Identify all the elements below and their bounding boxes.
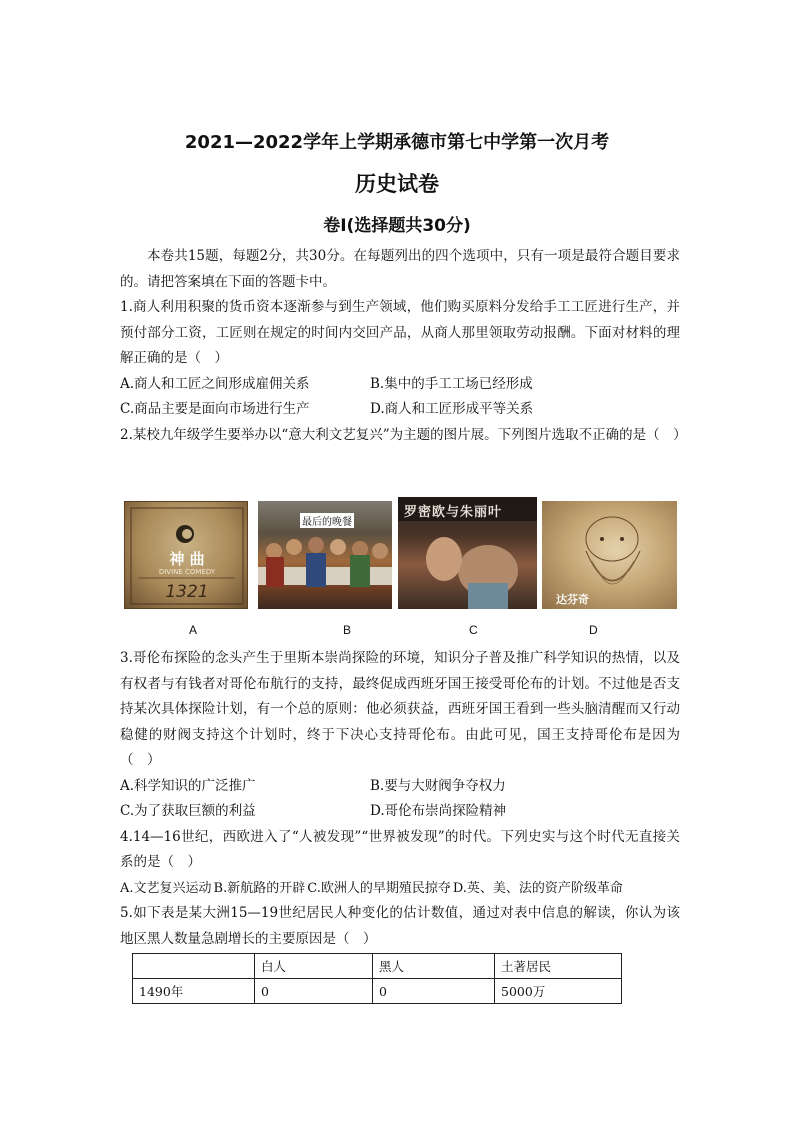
table-header-row [133,954,622,979]
picture-a-subtitle: DIVINE COMEDY [158,568,216,576]
picture-a-title: 神 曲 [169,550,205,568]
q1-option-b: B.集中的手工工场已经形成 [370,375,533,392]
caption-d: D [589,623,598,637]
q5-population-table [132,953,622,1004]
caption-b: B [343,623,352,637]
q4-options [120,876,680,902]
table-cell: 5000万 [495,979,622,1004]
q3-option-a: A.科学知识的广泛推广 [120,777,256,794]
q3-option-b: B.要与大财阀争夺权力 [370,777,506,794]
q1-stem: 1.商人利用积聚的货币资本逐渐参与到生产领域，他们购买原料分发给手工工匠进行生产，并预付部分工资，工匠则在规定的时间内交回产品，从商人那里领取劳动报酬。下面对材料的理解正确的是（ ） [120,299,680,366]
table-header-cell: 土著居民 [495,954,622,979]
subject-title: 历史试卷 [355,172,439,196]
q2-pictures [124,497,680,613]
caption-c: C [469,623,478,637]
picture-c-romeo-juliet [398,497,537,609]
q3-option-c: C.为了获取巨额的利益 [120,803,256,819]
table-header-cell: 黑人 [373,954,495,979]
q4-stem: 4.14—16世纪，西欧进入了“人被发现”“世界被发现”的时代。下列史实与这个时代无直接关系的是（ ） [120,828,680,870]
section-title: 卷Ⅰ(选择题共30分) [323,216,471,236]
picture-a-divine-comedy-cover [124,501,248,609]
intro-block [120,244,687,448]
exam-title: 2021—2022学年上学期承德市第七中学第一次月考 [184,132,610,153]
table-row [133,979,622,1004]
table-header-cell: 白人 [255,954,373,979]
q2-picture-captions [0,623,794,643]
q1-option-a: A.商人和工匠之间形成雇佣关系 [120,375,310,392]
picture-b-title: 最后的晚餐 [300,513,354,528]
picture-d-da-vinci [542,501,677,609]
q4-option-d: D.英、美、法的资产阶级革命 [452,880,623,896]
table-cell: 0 [255,979,373,1004]
intro-text: 本卷共15题，每题2分，共30分。在每题列出的四个选项中，只有一项是最符合题目要求的。请把答案填在下面的答题卡中。 [120,248,680,290]
q5-stem: 5.如下表是某大洲15—19世纪居民人种变化的估计数值，通过对表中信息的解读，你认为该地区黑人数量急剧增长的主要原因是（ ） [120,905,680,947]
q3-option-d: D.哥伦布崇尚探险精神 [370,803,507,819]
picture-a-year: 1321 [165,582,209,602]
q1-option-d: D.商人和工匠形成平等关系 [370,401,534,417]
picture-d-title: 达芬奇 [556,593,589,606]
q2-stem: 2.某校九年级学生要举办以“意大利文艺复兴”为主题的图片展。下列图片选取不正确的是（ ） [120,426,687,443]
q3-options-row2 [120,799,680,825]
caption-a: A [189,623,198,637]
q3-stem: 3.哥伦布探险的念头产生于里斯本崇尚探险的环境，知识分子普及推广科学知识的热情，以及有权者与有钱者对哥伦布航行的支持，最终促成西班牙国王接受哥伦布的计划。不过他是否支持某次具体探险计划，有一个总的原则：他必须获益，西班牙国王看到一些头脑清醒而又行动稳健的财阀支持这个计划时，终于下决心支持哥伦布。由此可见，国王支持哥伦布是因为（ ） [120,650,680,768]
q1-option-c: C.商品主要是面向市场进行生产 [120,401,310,417]
picture-b-last-supper [258,501,392,609]
q1-options-row2 [120,397,680,423]
q4-option-a: A.文艺复兴运动 [120,880,212,896]
q3-options-row1 [120,774,680,800]
picture-c-title: 罗密欧与朱丽叶 [404,505,503,520]
table-cell: 0 [373,979,495,1004]
table-cell: 1490年 [133,979,255,1004]
couple-illustration [398,497,537,609]
q3-q5-block [120,646,680,952]
table-header-cell [133,954,255,979]
q4-option-b: B.新航路的开辟 [213,880,306,896]
q1-options-row1 [120,372,680,398]
q4-option-c: C.欧洲人的早期殖民掠夺 [307,880,451,896]
